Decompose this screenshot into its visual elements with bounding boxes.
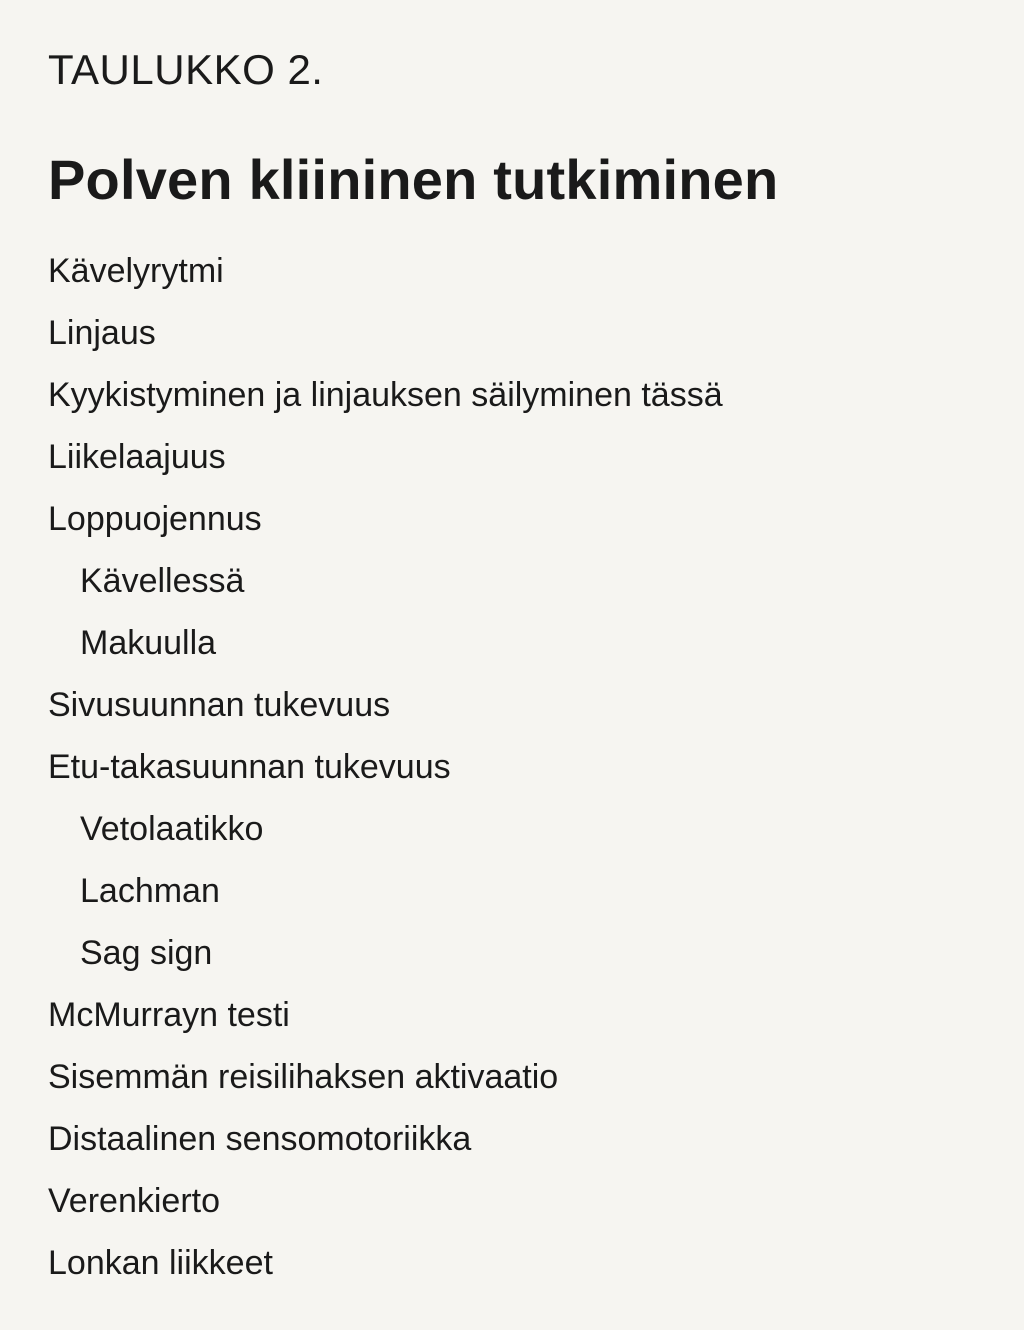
list-subitem: Lachman — [80, 872, 220, 910]
list-subitem: Makuulla — [80, 624, 217, 662]
list-item: Loppuojennus — [48, 500, 262, 538]
page-title: Polven kliininen tutkiminen — [48, 148, 779, 211]
list-item: McMurrayn testi — [48, 996, 290, 1034]
list-item: Sivusuunnan tukevuus — [48, 686, 391, 724]
list-item: Lonkan liikkeet — [48, 1244, 273, 1282]
list-item: Liikelaajuus — [48, 438, 226, 476]
table-label: TAULUKKO 2. — [48, 46, 324, 93]
list-item: Distaalinen sensomotoriikka — [48, 1120, 472, 1158]
exam-list — [48, 240, 723, 1294]
list-item: Verenkierto — [48, 1182, 220, 1220]
list-item: Etu-takasuunnan tukevuus — [48, 748, 451, 786]
list-item: Kyykistyminen ja linjauksen säilyminen tässä — [48, 376, 723, 414]
list-item: Sisemmän reisilihaksen aktivaatio — [48, 1058, 559, 1096]
list-item: Linjaus — [48, 314, 156, 352]
list-subitem: Sag sign — [80, 934, 213, 972]
list-item: Kävelyrytmi — [48, 252, 224, 290]
list-subitem: Kävellessä — [80, 562, 245, 600]
list-subitem: Vetolaatikko — [80, 810, 264, 848]
